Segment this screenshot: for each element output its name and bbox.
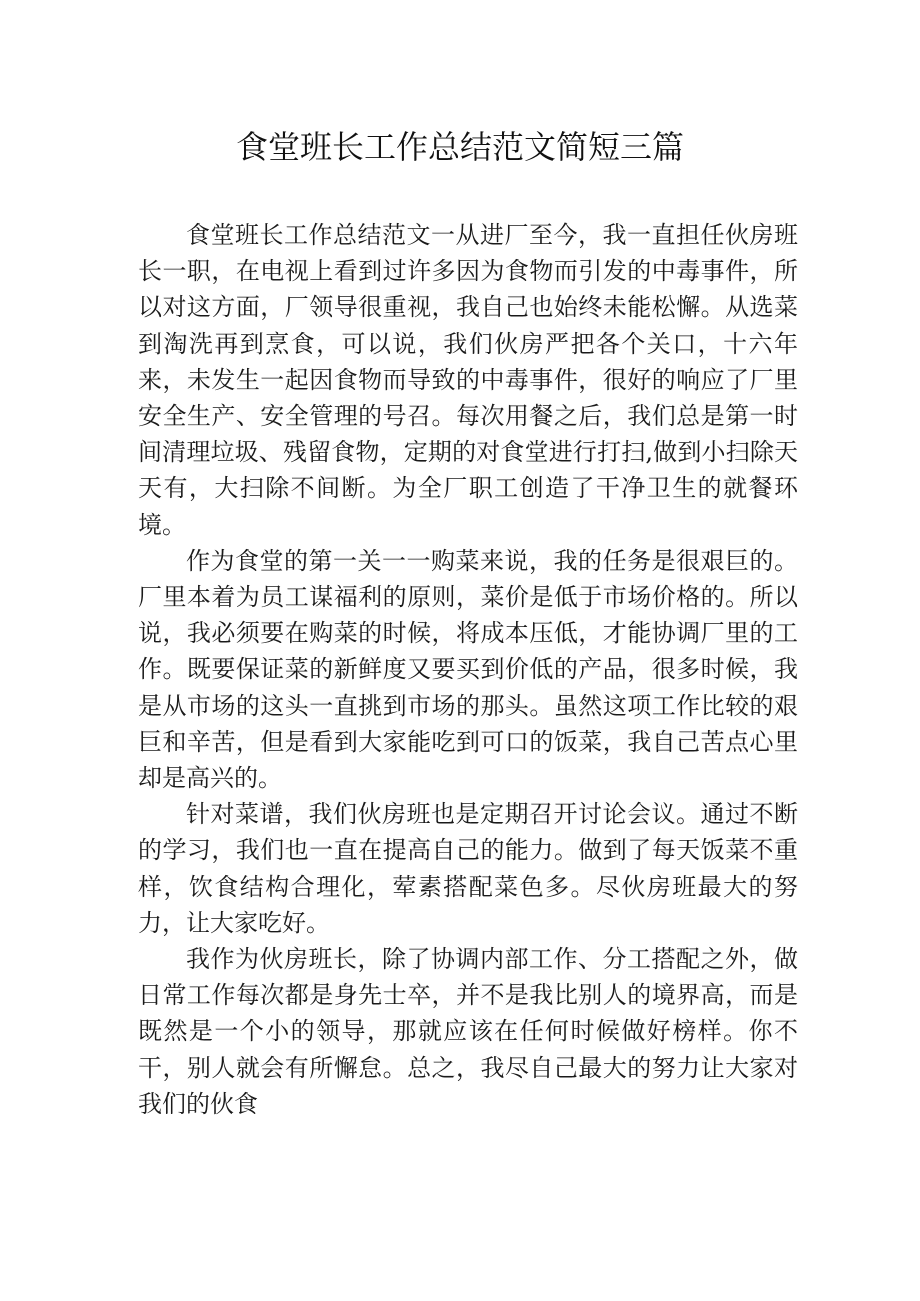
document-body bbox=[138, 217, 798, 1122]
paragraph-3: 针对菜谱，我们伙房班也是定期召开讨论会议。通过不断的学习，我们也一直在提高自己的能力。做到了每天饭菜不重样，饮食结构合理化，荤素搭配菜色多。尽伙房班最大的努力，让大家吃好。 bbox=[138, 800, 798, 937]
paragraph-4: 我作为伙房班长，除了协调内部工作、分工搭配之外，做日常工作每次都是身先士卒，并不是我比别人的境界高，而是既然是一个小的领导，那就应该在任何时候做好榜样。你不干，别人就会有所懈怠。总之，我尽自己最大的努力让大家对我们的伙食 bbox=[138, 945, 798, 1118]
document-title: 食堂班长工作总结范文简短三篇 bbox=[235, 128, 684, 166]
paragraph-1: 食堂班长工作总结范文一从进厂至今，我一直担任伙房班长一职，在电视上看到过许多因为食物而引发的中毒事件，所以对这方面，厂领导很重视，我自己也始终未能松懈。从选菜到淘洗再到烹食，可以说，我们伙房严把各个关口，十六年来，未发生一起因食物而导致的中毒事件，很好的响应了厂里安全生产、安全管理的号召。每次用餐之后，我们总是第一时间清理垃圾、残留食物，定期的对食堂进行打扫,做到小扫除天天有，大扫除不间断。为全厂职工创造了干净卫生的就餐环境。 bbox=[138, 221, 798, 539]
paragraph-2: 作为食堂的第一关一一购菜来说，我的任务是很艰巨的。厂里本着为员工谋福利的原则，菜价是低于市场价格的。所以说，我必须要在购菜的时候，将成本压低，才能协调厂里的工作。既要保证菜的新鲜度又要买到价低的产品，很多时候，我是从市场的这头一直挑到市场的那头。虽然这项工作比较的艰巨和辛苦，但是看到大家能吃到可口的饭菜，我自己苦点心里却是高兴的。 bbox=[138, 546, 798, 793]
